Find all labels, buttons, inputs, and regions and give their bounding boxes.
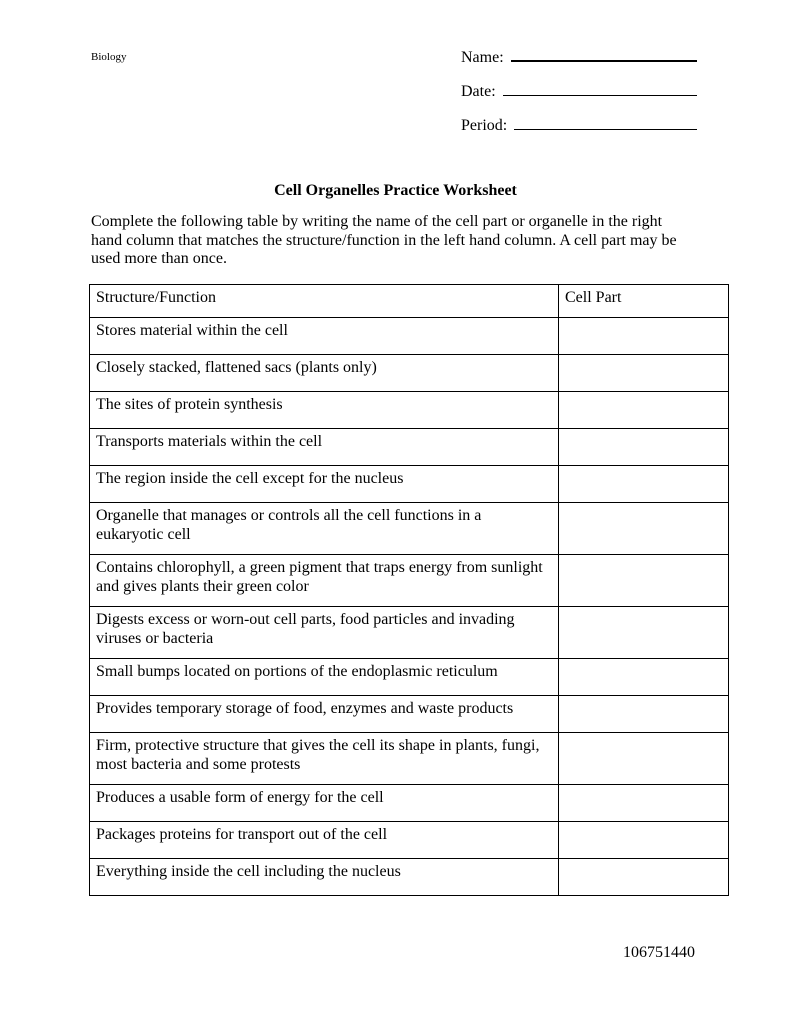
- page-title: Cell Organelles Practice Worksheet: [274, 182, 517, 199]
- date-label: Date:: [461, 83, 496, 100]
- table-row: [90, 658, 729, 695]
- structure-function-header: Structure/Function: [90, 284, 559, 317]
- cell-part-answer-cell[interactable]: [559, 695, 729, 732]
- table-header-row: [90, 284, 729, 317]
- date-field-row: [461, 78, 697, 112]
- table-row: [90, 732, 729, 784]
- table-row: [90, 606, 729, 658]
- structure-function-cell: The sites of protein synthesis: [90, 391, 559, 428]
- structure-function-cell: Digests excess or worn-out cell parts, food particles and invading viruses or bacteria: [90, 606, 559, 658]
- table-row: [90, 858, 729, 895]
- table-row: [90, 465, 729, 502]
- table-row: [90, 784, 729, 821]
- structure-function-cell: Packages proteins for transport out of the cell: [90, 821, 559, 858]
- cell-part-answer-cell[interactable]: [559, 354, 729, 391]
- structure-function-cell: Produces a usable form of energy for the cell: [90, 784, 559, 821]
- structure-function-cell: The region inside the cell except for the nucleus: [90, 465, 559, 502]
- table-row: [90, 554, 729, 606]
- cell-part-answer-cell[interactable]: [559, 317, 729, 354]
- cell-part-answer-cell[interactable]: [559, 428, 729, 465]
- period-field-row: [461, 112, 697, 146]
- table-row: [90, 354, 729, 391]
- cell-part-answer-cell[interactable]: [559, 858, 729, 895]
- cell-part-header: Cell Part: [559, 284, 729, 317]
- course-label: Biology: [91, 51, 127, 63]
- cell-part-answer-cell[interactable]: [559, 502, 729, 554]
- cell-part-answer-cell[interactable]: [559, 784, 729, 821]
- table-row: [90, 502, 729, 554]
- structure-function-cell: Organelle that manages or controls all the cell functions in a eukaryotic cell: [90, 502, 559, 554]
- cell-part-answer-cell[interactable]: [559, 606, 729, 658]
- cell-part-answer-cell[interactable]: [559, 821, 729, 858]
- worksheet-table-head: [90, 284, 729, 317]
- cell-part-answer-cell[interactable]: [559, 465, 729, 502]
- table-row: [90, 317, 729, 354]
- header-fields: [461, 44, 697, 146]
- cell-part-answer-cell[interactable]: [559, 391, 729, 428]
- table-row: [90, 821, 729, 858]
- table-row: [90, 695, 729, 732]
- structure-function-cell: Small bumps located on portions of the endoplasmic reticulum: [90, 658, 559, 695]
- name-blank-line[interactable]: [511, 44, 697, 62]
- date-blank-line[interactable]: [503, 78, 697, 96]
- table-row: [90, 428, 729, 465]
- name-field-row: [461, 44, 697, 78]
- page-header: [0, 0, 791, 146]
- structure-function-cell: Firm, protective structure that gives the cell its shape in plants, fungi, most bacteria and some protests: [90, 732, 559, 784]
- cell-part-answer-cell[interactable]: [559, 732, 729, 784]
- period-blank-line[interactable]: [514, 112, 697, 130]
- table-row: [90, 391, 729, 428]
- worksheet-table-body: [90, 317, 729, 895]
- cell-part-answer-cell[interactable]: [559, 658, 729, 695]
- document-number: 106751440: [623, 944, 695, 961]
- cell-part-answer-cell[interactable]: [559, 554, 729, 606]
- period-label: Period:: [461, 117, 508, 134]
- structure-function-cell: Everything inside the cell including the nucleus: [90, 858, 559, 895]
- worksheet-table: [89, 284, 729, 896]
- structure-function-cell: Provides temporary storage of food, enzymes and waste products: [90, 695, 559, 732]
- structure-function-cell: Closely stacked, flattened sacs (plants only): [90, 354, 559, 391]
- structure-function-cell: Stores material within the cell: [90, 317, 559, 354]
- name-label: Name:: [461, 49, 504, 66]
- instructions-paragraph: Complete the following table by writing the name of the cell part or organelle in the right hand column that matches the structure/function in the left hand column. A cell part may be used more than once.: [91, 213, 677, 267]
- structure-function-cell: Contains chlorophyll, a green pigment that traps energy from sunlight and gives plants their green color: [90, 554, 559, 606]
- structure-function-cell: Transports materials within the cell: [90, 428, 559, 465]
